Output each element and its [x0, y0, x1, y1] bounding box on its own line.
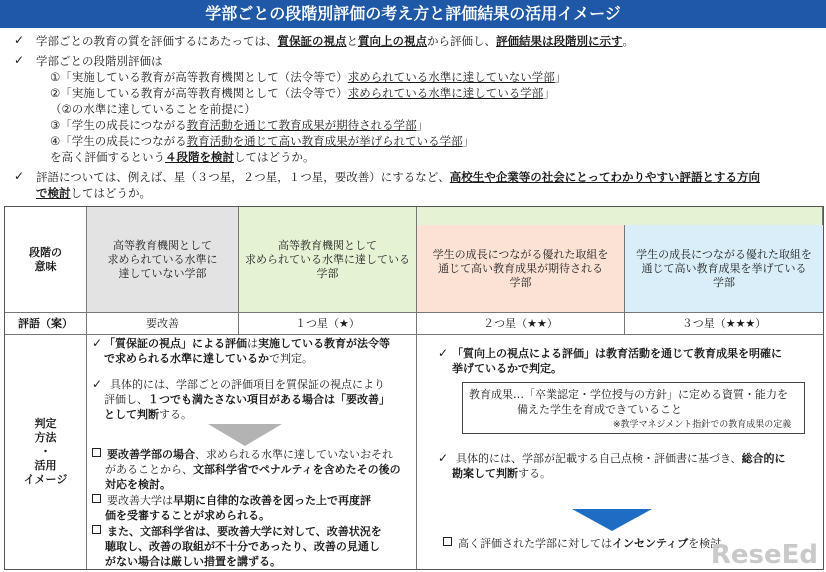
grade-three-star: ３つ星（★★★）: [625, 313, 823, 335]
stage3-4-top-band: [417, 207, 823, 225]
watermark-logo: ReseEd: [710, 540, 818, 570]
left-bullet-1b: があることから、文部科学省でペナルティを含めたその後の: [105, 463, 401, 476]
stage-def-1: ①「実施している教育が高等教育機関として（法令等で）求められている水準に達していない学部」: [50, 70, 567, 84]
right-criterion-2b: 勘案して判断する。: [452, 467, 551, 480]
check-icon: ✓: [14, 53, 25, 67]
left-bullet-1a: 要改善学部の場合、求められる水準に達していないおそれ: [92, 448, 393, 463]
grade-one-star: １つ星（★）: [239, 313, 417, 335]
right-bullet-1: 高く評価された学部に対してはインセンティブを検討: [443, 537, 721, 552]
square-bullet-icon: [443, 537, 452, 546]
grade-two-star: ２つ星（★★）: [417, 313, 625, 335]
stage-def-summary: を高く評価するという４段階を検討してはどうか。: [50, 150, 315, 164]
check-icon: ✓: [14, 33, 25, 47]
check-icon: ✓: [92, 336, 103, 350]
square-bullet-icon: [92, 448, 101, 457]
definition-line-2: 備えた学生を育成できていること: [517, 403, 682, 416]
down-arrow-gray-icon: [208, 424, 282, 446]
right-criterion-1a: 「質向上の視点による評価」は教育活動を通じて教育成果を明確に: [452, 347, 782, 360]
outcome-definition-box: [462, 382, 805, 434]
left-bullet-3c: がない場合は厳しい措置を講ずる。: [105, 555, 281, 568]
left-bullet-1c: 対応を検討。: [105, 478, 171, 491]
intro-line-3a: 評語については、例えば、星（３つ星，２つ星，１つ星，要改善）にするなど、高校生や企業等の社会にとってわかりやすい評語とする方向: [36, 170, 761, 184]
definition-line-1: 教育成果…「卒業認定・学位授与の方針」に定める資質・能力を: [469, 388, 788, 401]
left-criterion-1b: で求められる水準に達しているかで判定。: [104, 352, 313, 365]
page-title: 学部ごとの段階別評価の考え方と評価結果の活用イメージ: [0, 0, 826, 28]
down-arrow-blue-icon: [572, 509, 652, 531]
stage-def-3: ③「学生の成長につながる教育活動を通じて教育成果が期待される学部」: [50, 118, 429, 132]
check-icon: ✓: [14, 169, 25, 183]
row-label-judgement: 判定 方法 ・ 活用 イメージ: [5, 335, 87, 569]
stage3-description: 学生の成長につながる優れた取組を 通じて高い教育成果が期待される 学部: [417, 225, 625, 313]
stage-def-4: ④「学生の成長につながる教育活動を通じて高い教育成果が挙げられている学部」: [50, 134, 475, 148]
left-bullet-2a: 要改善大学は早期に自律的な改善を図った上で再度評: [92, 494, 371, 509]
grade-needs-improvement: 要改善: [87, 313, 239, 335]
stage1-description: 高等教育機関として 求められている水準に 達していない学部: [87, 207, 239, 313]
check-icon: ✓: [438, 346, 449, 360]
right-criterion-2a: 具体的には、学部が記載する自己点検・評価書に基づき、総合的に: [456, 452, 786, 465]
square-bullet-icon: [92, 525, 101, 534]
left-criterion-2a: 具体的には、学部ごとの評価項目を質保証の視点により: [110, 378, 385, 391]
stage4-description: 学生の成長につながる優れた取組を 通じて高い教育成果を挙げている 学部: [625, 225, 823, 313]
square-bullet-icon: [92, 494, 101, 503]
check-icon: ✓: [438, 451, 449, 465]
left-bullet-3b: 聴取し、改善の取組が不十分であったり、改善の見通し: [105, 540, 380, 553]
left-bullet-3a: また、文部科学省は、要改善大学に対して、改善状況を: [92, 525, 382, 540]
left-bullet-2b: 価を受審することが求められる。: [105, 509, 270, 522]
row-label-grade: 評語（案）: [5, 313, 87, 335]
left-criterion-2c: として判断する。: [104, 408, 192, 421]
intro-line-3b: で検討してはどうか。: [36, 186, 151, 200]
row-label-stage-meaning: 段階の 意味: [5, 207, 87, 313]
stage2-description: 高等教育機関として 求められている水準に達している 学部: [239, 207, 417, 313]
definition-note: ※教学マネジメント指針での教育成果の定義: [613, 420, 792, 430]
check-icon: ✓: [92, 377, 103, 391]
intro-line-2: 学部ごとの段階別評価は: [36, 54, 163, 68]
right-criterion-1b: 挙げているかで判定。: [452, 362, 562, 375]
left-criterion-1a: 「質保証の視点」による評価は実施している教育が法令等: [104, 337, 390, 350]
left-criterion-2b: 評価し、１つでも満たさない項目がある場合は「要改善」: [104, 393, 390, 406]
stage-def-note: （②の水準に達していることを前提に）: [50, 102, 256, 116]
stage-def-2: ②「実施している教育が高等教育機関として（法令等で）求められている水準に達している学部」: [50, 86, 555, 100]
intro-line-1: 学部ごとの教育の質を評価するにあたっては、質保証の視点と質向上の視点から評価し、評価結果は段階別に示す。: [36, 34, 634, 48]
